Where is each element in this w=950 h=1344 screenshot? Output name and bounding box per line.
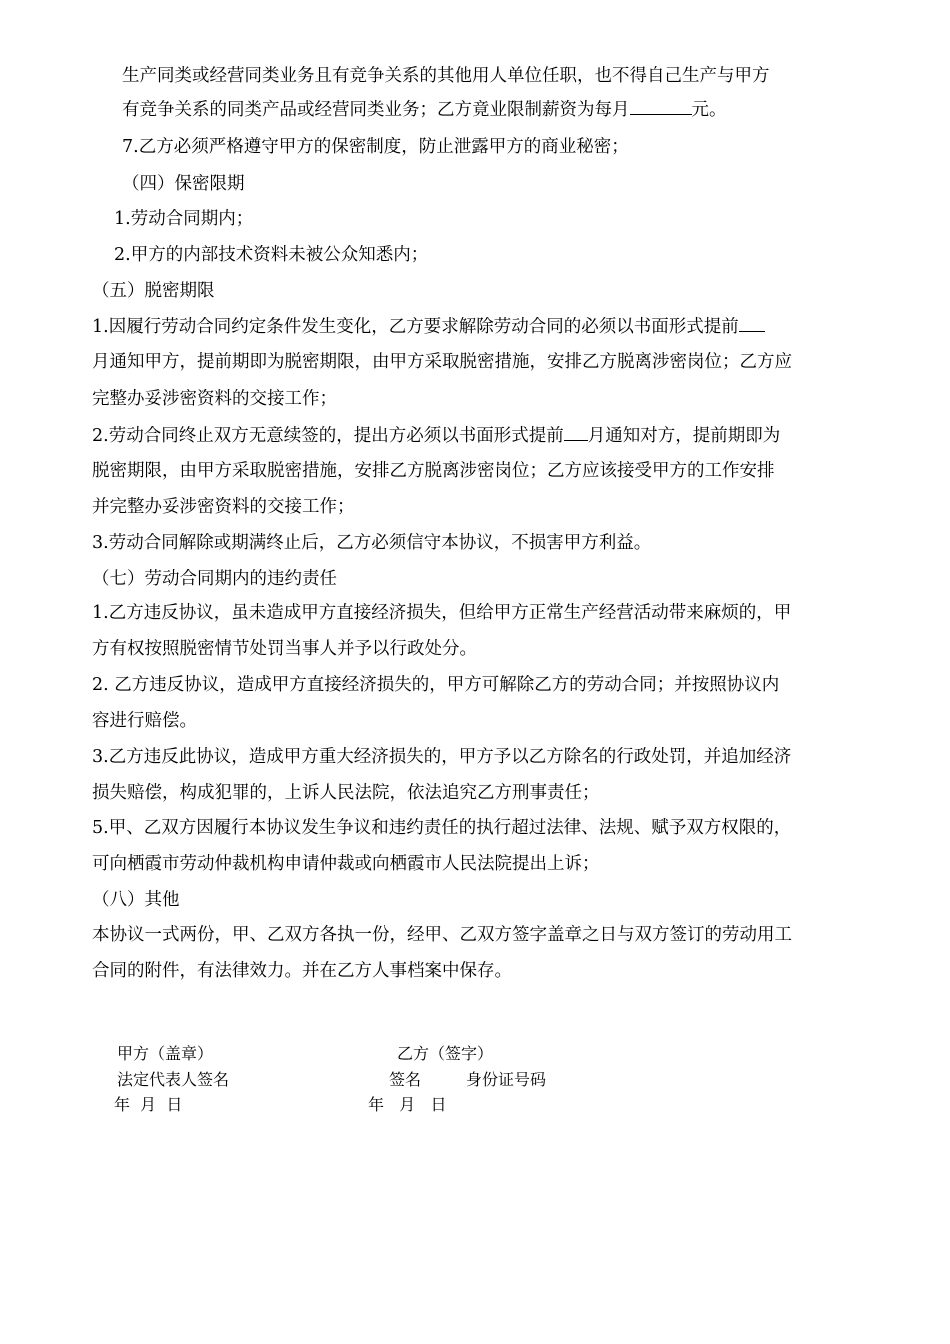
paragraph-line: 并完整办妥涉密资料的交接工作； — [92, 497, 355, 517]
paragraph-line: 可向栖霞市劳动仲裁机构申请仲裁或向栖霞市人民法院提出上诉； — [92, 854, 600, 874]
paragraph-line: 3.劳动合同解除或期满终止后，乙方必须信守本协议，不损害甲方利益。 — [92, 533, 652, 553]
text-segment: 2.劳动合同终止双方无意续签的，提出方必须以书面形式提前 — [92, 426, 564, 446]
text-segment: 月通知对方，提前期即为 — [587, 426, 781, 446]
section-heading: （四）保密限期 — [122, 174, 245, 194]
paragraph-line: 容进行赔偿。 — [92, 711, 197, 731]
sign-label: 签名 — [389, 1070, 422, 1089]
paragraph-line: 完整办妥涉密资料的交接工作； — [92, 389, 337, 409]
party-b-date: 年 月 日 — [368, 1095, 447, 1114]
paragraph-line: 月通知甲方，提前期即为脱密期限，由甲方采取脱密措施，安排乙方脱离涉密岗位；乙方应 — [92, 352, 792, 372]
list-item: 1.劳动合同期内； — [114, 209, 254, 229]
paragraph-line — [92, 424, 780, 448]
paragraph-line: 合同的附件，有法律效力。并在乙方人事档案中保存。 — [92, 961, 512, 981]
months-blank — [564, 424, 588, 441]
paragraph-line: 7.乙方必须严格遵守甲方的保密制度，防止泄露甲方的商业秘密； — [122, 137, 629, 157]
text-segment: 有竞争关系的同类产品或经营同类业务；乙方竟业限制薪资为每月 — [122, 100, 630, 120]
paragraph-line: 5.甲、乙双方因履行本协议发生争议和违约责任的执行超过法律、法规、赋予双方权限的， — [92, 818, 792, 838]
party-a-seal-label: 甲方（盖章） — [117, 1044, 214, 1063]
paragraph-line — [122, 98, 727, 122]
paragraph-line — [92, 315, 765, 339]
paragraph-line: 本协议一式两份，甲、乙双方各执一份，经甲、乙双方签字盖章之日与双方签订的劳动用工 — [92, 925, 792, 945]
paragraph-line: 1.乙方违反协议，虽未造成甲方直接经济损失，但给甲方正常生产经营活动带来麻烦的，甲 — [92, 603, 792, 623]
paragraph-line: 2. 乙方违反协议，造成甲方直接经济损失的，甲方可解除乙方的劳动合同；并按照协议内 — [92, 675, 780, 695]
months-blank — [739, 315, 765, 332]
id-number-label: 身份证号码 — [466, 1070, 547, 1089]
paragraph-line: 损失赔偿，构成犯罪的，上诉人民法院，依法追究乙方刑事责任； — [92, 783, 600, 803]
party-a-date: 年 月 日 — [114, 1095, 183, 1114]
party-b-sign-label: 乙方（签字） — [397, 1044, 494, 1063]
legal-rep-sign-label: 法定代表人签名 — [117, 1070, 230, 1089]
paragraph-line: 脱密期限，由甲方采取脱密措施，安排乙方脱离涉密岗位；乙方应该接受甲方的工作安排 — [92, 461, 775, 481]
section-heading: （七）劳动合同期内的违约责任 — [92, 569, 337, 589]
paragraph-line: 方有权按照脱密情节处罚当事人并予以行政处分。 — [92, 639, 477, 659]
section-heading: （八）其他 — [92, 890, 180, 910]
paragraph-line: 3.乙方违反此协议，造成甲方重大经济损失的，甲方予以乙方除名的行政处罚，并追加经济 — [92, 747, 792, 767]
text-segment: 1.因履行劳动合同约定条件发生变化，乙方要求解除劳动合同的必须以书面形式提前 — [92, 317, 739, 337]
paragraph-line: 生产同类或经营同类业务且有竞争关系的其他用人单位任职，也不得自己生产与甲方 — [122, 66, 770, 86]
section-heading: （五）脱密期限 — [92, 281, 215, 301]
list-item: 2.甲方的内部技术资料未被公众知悉内； — [114, 245, 429, 265]
salary-blank — [630, 98, 692, 115]
text-segment: 元。 — [691, 100, 727, 120]
